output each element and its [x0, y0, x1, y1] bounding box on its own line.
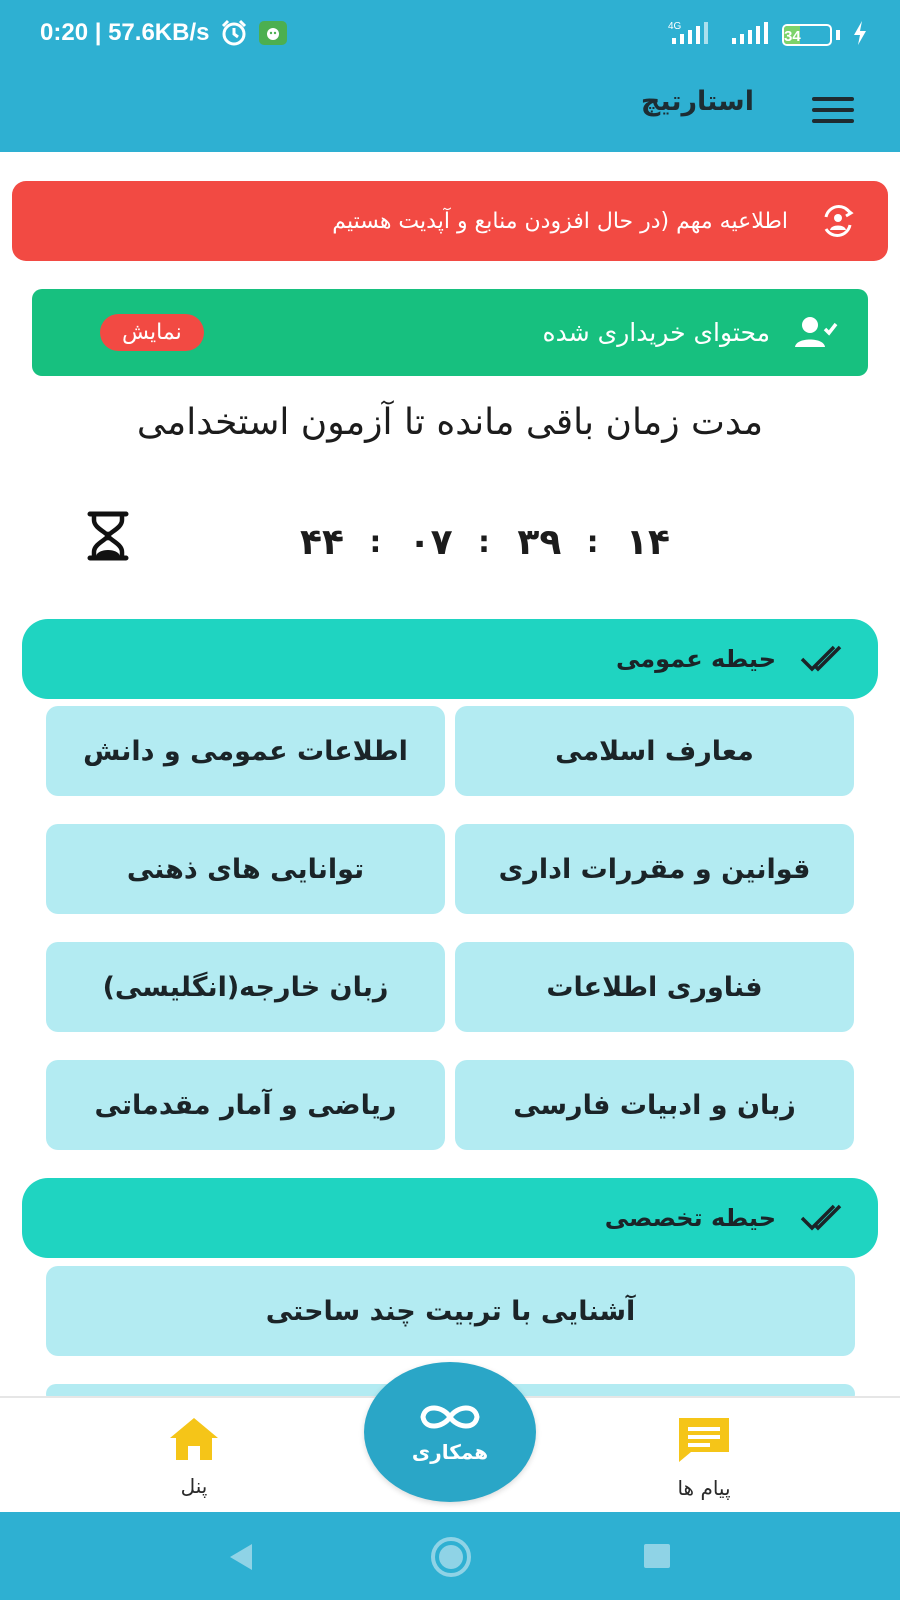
subject-tile-math-statistics[interactable]: ریاضی و آمار مقدماتی [46, 1060, 445, 1150]
countdown-separator: : [477, 524, 492, 560]
double-check-icon [800, 1202, 842, 1234]
back-icon[interactable] [226, 1542, 256, 1572]
purchased-content-label: محتوای خریداری شده [542, 318, 770, 347]
double-check-icon [800, 643, 842, 675]
collaboration-button[interactable] [364, 1362, 536, 1502]
subject-tile-english[interactable]: زبان خارجه(انگلیسی) [46, 942, 445, 1032]
user-check-icon [792, 313, 838, 353]
subject-tile-general-knowledge[interactable]: اطلاعات عمومی و دانش [46, 706, 445, 796]
refresh-people-icon [816, 199, 860, 243]
countdown-title: مدت زمان باقی مانده تا آزمون استخدامی [136, 402, 764, 443]
subject-tile-multi-dimensional-education[interactable]: آشنایی با تربیت چند ساحتی [46, 1266, 855, 1356]
subject-tile-information-technology[interactable]: فناوری اطلاعات [455, 942, 854, 1032]
charging-icon [852, 21, 868, 49]
menu-icon[interactable] [812, 90, 854, 130]
status-bar [0, 0, 900, 68]
section-title-general: حیطه عمومی [615, 645, 776, 673]
subject-tile-administrative-laws[interactable]: قوانین و مقررات اداری [455, 824, 854, 914]
infinity-icon [415, 1400, 485, 1434]
time-speed: 0:20 | 57.6KB/s [40, 19, 210, 46]
countdown-timer [300, 512, 670, 572]
collaboration-label: همکاری [411, 1440, 489, 1464]
nav-panel-label: پنل [180, 1474, 208, 1498]
countdown-separator: : [586, 524, 601, 560]
nav-messages[interactable] [634, 1416, 774, 1500]
section-header-general[interactable] [22, 619, 878, 699]
messages-icon [677, 1416, 731, 1464]
countdown-separator: : [369, 524, 384, 560]
countdown-minutes: ۴۴ [300, 521, 344, 563]
subject-tile-mental-abilities[interactable]: توانایی های ذهنی [46, 824, 445, 914]
app-notification-icon [259, 21, 287, 45]
battery-icon [782, 24, 840, 46]
hourglass-icon [84, 510, 132, 562]
subject-tile-persian-literature[interactable]: زبان و ادبیات فارسی [455, 1060, 854, 1150]
recent-apps-icon[interactable] [644, 1544, 670, 1568]
nav-messages-label: پیام ها [677, 1476, 731, 1500]
app-title: استارتیچ [640, 86, 754, 117]
show-button[interactable]: نمایش [100, 314, 204, 351]
home-circle-icon[interactable] [430, 1536, 472, 1578]
countdown-hours: ۳۹ [517, 521, 562, 563]
status-right [662, 20, 868, 50]
system-navigation-bar [0, 1512, 900, 1600]
nav-panel[interactable] [124, 1416, 264, 1498]
svg-text:4G: 4G [668, 21, 682, 32]
signal-icon [730, 20, 770, 50]
countdown-seconds: ۰۷ [408, 521, 453, 563]
countdown-days: ۱۴ [626, 521, 670, 563]
section-header-specialized[interactable] [22, 1178, 878, 1258]
battery-level: 34 [784, 28, 801, 45]
announcement-banner[interactable] [12, 181, 888, 261]
section-title-specialized: حیطه تخصصی [604, 1204, 776, 1232]
alarm-icon [219, 18, 249, 48]
home-icon [168, 1416, 220, 1462]
status-left [40, 18, 287, 48]
subject-tile-islamic-teachings[interactable]: معارف اسلامی [455, 706, 854, 796]
purchased-content-bar[interactable] [32, 289, 868, 376]
app-bar [0, 68, 900, 152]
signal-4g-icon [662, 20, 718, 50]
announcement-text: اطلاعیه مهم (در حال افزودن منابع و آپدیت هستیم [332, 208, 788, 234]
